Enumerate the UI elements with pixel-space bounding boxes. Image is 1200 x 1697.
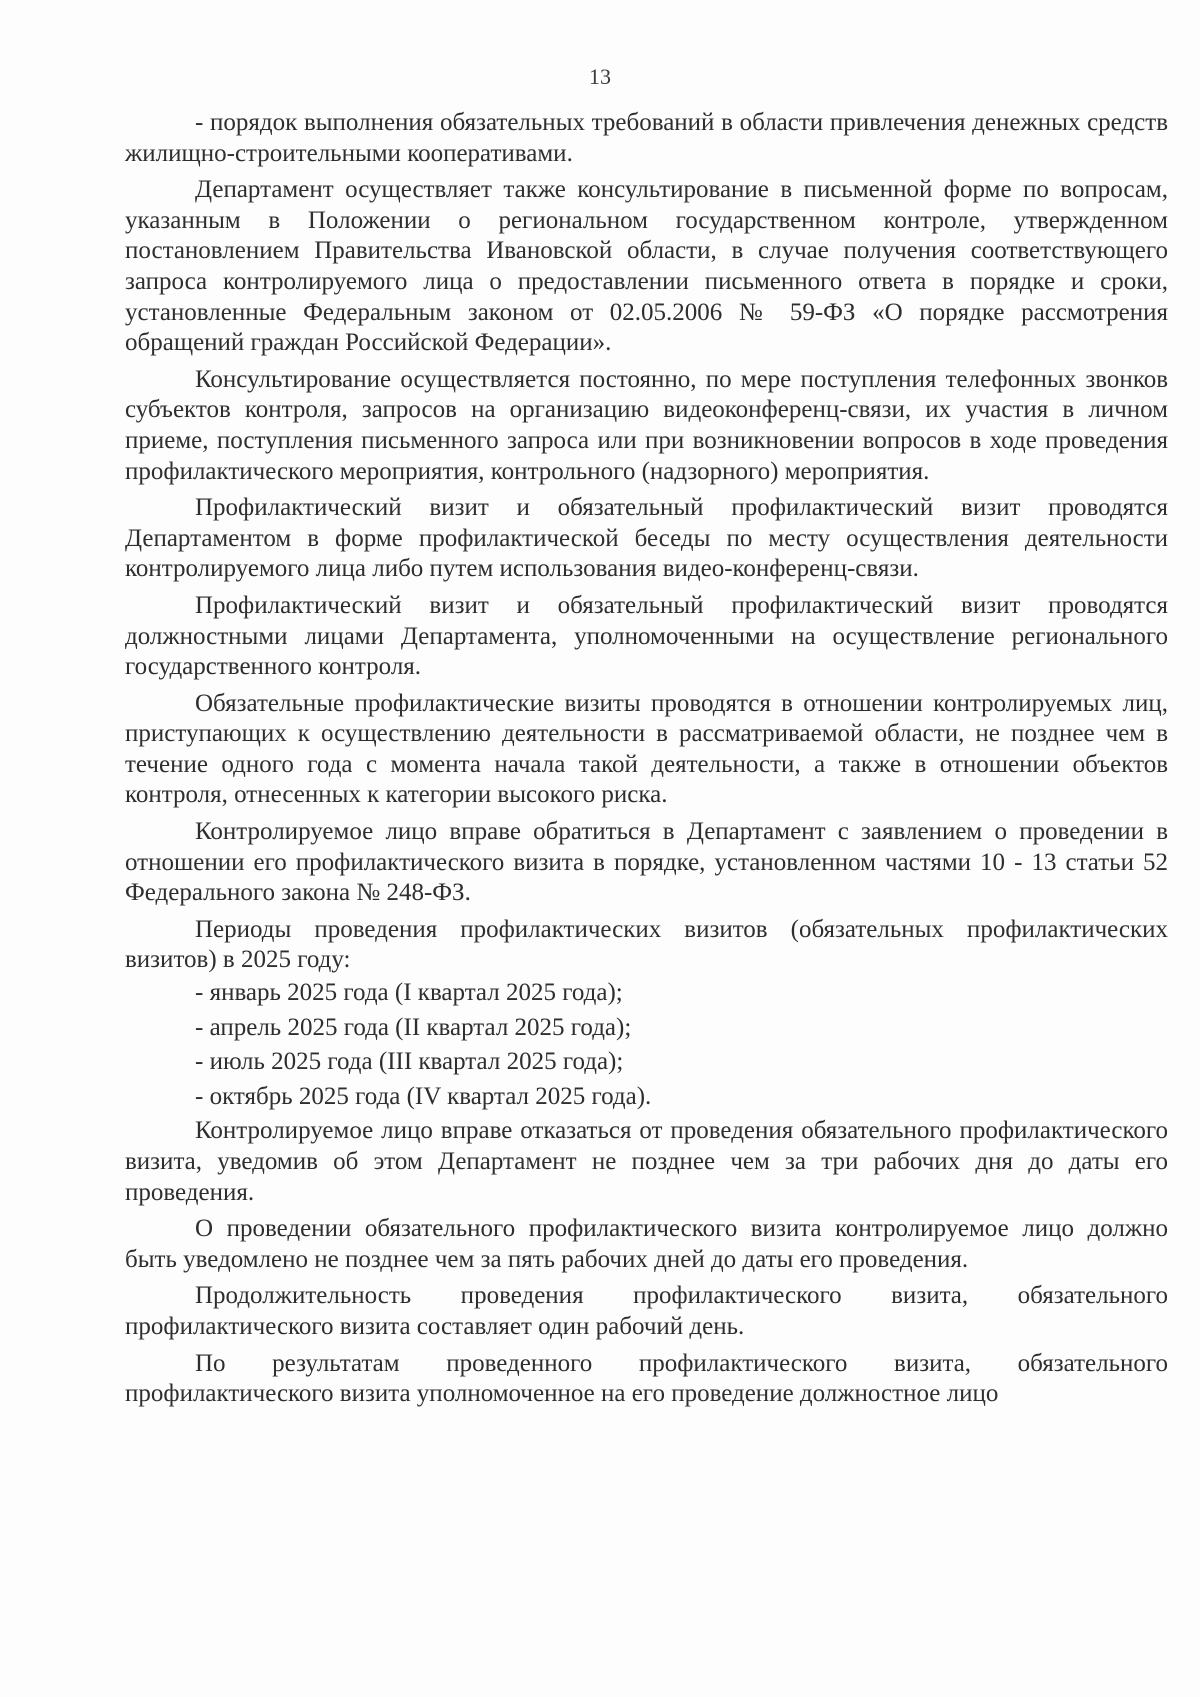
list-item: - июль 2025 года (III квартал 2025 года); — [195, 1048, 624, 1076]
paragraph: О проведении обязательного профилактического визита контролируемое лицо должно быть уведомлено не позднее чем за пять рабочих дней до даты его проведения. — [125, 1215, 1168, 1273]
document-body — [125, 108, 1168, 1410]
list-item: - апрель 2025 года (II квартал 2025 года); — [195, 1013, 632, 1041]
list-item: - октябрь 2025 года (IV квартал 2025 года). — [195, 1082, 652, 1110]
paragraph: По результатам проведенного профилактического визита, обязательного профилактического визита уполномоченное на его проведение должностное лицо — [125, 1349, 1168, 1408]
page-number: 13 — [589, 64, 611, 89]
paragraph: Контролируемое лицо вправе отказаться от проведения обязательного профилактического визита, уведомив об этом Департамент не позднее чем за три рабочих дня до даты его проведения. — [125, 1117, 1168, 1206]
paragraph: Департамент осуществляет также консультирование в письменной форме по вопросам, указанным в Положении о региональном государственном контроле, утвержденном постановлением Правительства Ивановской области, в случае получения соответствующего запроса контролируемого лица о предоставлении письменного ответа в порядке и сроки, установленные Федеральным законом от 02.05.2006 № 59-ФЗ «О порядке рассмотрения обращений граждан Российской Федерации». — [125, 176, 1168, 357]
paragraph: Контролируемое лицо вправе обратиться в Департамент с заявлением о проведении в отношении его профилактического визита в порядке, установленном частями 10 - 13 статьи 52 Федерального закона № 248-ФЗ. — [125, 818, 1168, 907]
paragraph: Продолжительность проведения профилактического визита, обязательного профилактического визита составляет один рабочий день. — [125, 1282, 1168, 1340]
paragraph: Профилактический визит и обязательный профилактический визит проводятся Департаментом в форме профилактической беседы по месту осуществления деятельности контролируемого лица либо путем использования видео-конференц-связи. — [125, 494, 1168, 583]
paragraph: Консультирование осуществляется постоянно, по мере поступления телефонных звонков субъектов контроля, запросов на организацию видеоконференц-связи, их участия в личном приеме, поступления письменного запроса или при возникновении вопросов в ходе проведения профилактического мероприятия, контрольного (надзорного) мероприятия. — [125, 365, 1168, 485]
paragraph: Профилактический визит и обязательный профилактический визит проводятся должностными лицами Департамента, уполномоченными на осуществление регионального государственного контроля. — [125, 591, 1168, 681]
list-item: - январь 2025 года (I квартал 2025 года); — [195, 979, 623, 1007]
paragraph: - порядок выполнения обязательных требований в области привлечения денежных средств жилищно-строительными кооперативами. — [125, 109, 1168, 167]
paragraph: Периоды проведения профилактических визитов (обязательных профилактических визитов) в 2025 году: — [125, 915, 1168, 974]
paragraph: Обязательные профилактические визиты проводятся в отношении контролируемых лиц, приступающих к осуществлению деятельности в рассматриваемой области, не позднее чем в течение одного года с момента начала такой деятельности, а также в отношении объектов контроля, отнесенных к категории высокого риска. — [125, 689, 1168, 809]
